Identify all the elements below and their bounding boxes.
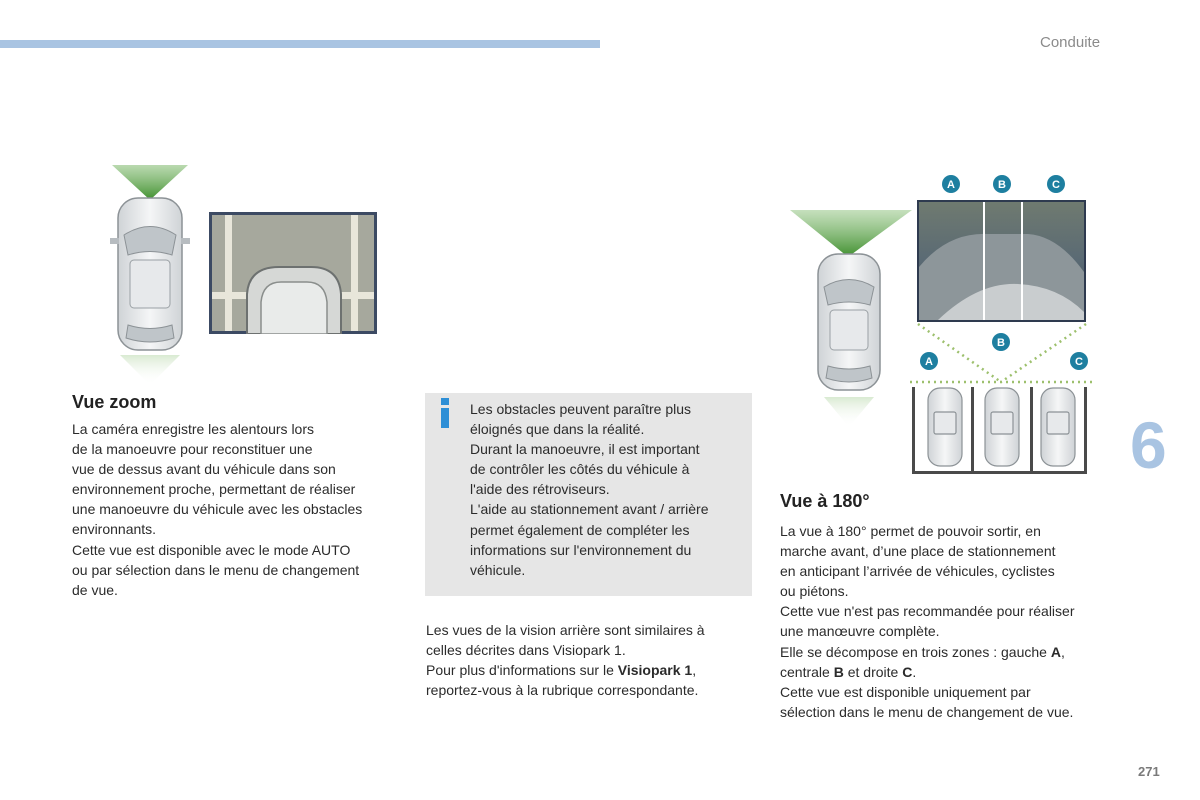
zones-text: . [912, 663, 917, 680]
zoom-line: environnement proche, permettant de réaliser [72, 481, 356, 498]
zoom-paragraph [72, 419, 362, 600]
view180-line: une manœuvre complète. [780, 623, 940, 640]
zones-text: , [1060, 643, 1065, 660]
zones-text: et droite [843, 663, 903, 680]
rear-line: Les vues de la vision arrière sont similaires à [426, 622, 705, 638]
top-accent-bar [0, 40, 600, 48]
zone-a-label: A [1050, 643, 1061, 660]
info-line: véhicule. [470, 561, 526, 578]
info-line: L'aide au stationnement avant / arrière [470, 501, 709, 518]
zoom-line: vue de dessus avant du véhicule dans son [72, 461, 336, 478]
label-a-middle: A [925, 356, 933, 368]
chapter-number: 6 [1130, 408, 1167, 482]
zone-c-label: C [902, 663, 913, 680]
rear-line: reportez-vous à la rubrique correspondante. [426, 682, 699, 699]
view180-heading: Vue à 180° [780, 491, 870, 511]
view180-line: marche avant, d’une place de stationnement [780, 543, 1056, 560]
view180-line: La vue à 180° permet de pouvoir sortir, en [780, 523, 1041, 539]
info-line: l'aide des rétroviseurs. [470, 481, 610, 498]
zoom-line: ou par sélection dans le menu de changement [72, 561, 360, 578]
view180-illustration [788, 172, 1100, 478]
zoom-car-illustration [100, 160, 200, 390]
view180-line: Cette vue est disponible uniquement par [780, 683, 1031, 700]
view180-line [780, 662, 1075, 682]
rear-view-paragraph [426, 620, 705, 700]
view180-line: Cette vue n'est pas recommandée pour réaliser [780, 603, 1075, 620]
section-title: Conduite [1040, 34, 1101, 51]
zoom-line: environnants. [72, 521, 157, 538]
zone-b-label: B [833, 663, 844, 680]
info-line: informations sur l'environnement du [470, 541, 692, 558]
rear-more-text: Pour plus d'informations sur le [426, 662, 618, 679]
info-paragraph [470, 399, 709, 580]
info-icon [437, 398, 453, 428]
view180-line: en anticipant l’arrivée de véhicules, cyclistes [780, 563, 1055, 580]
label-a-top: A [947, 179, 955, 191]
zones-text: centrale [780, 663, 834, 680]
zoom-line: Cette vue est disponible avec le mode AUTO [72, 541, 351, 558]
label-c-top: C [1052, 179, 1060, 191]
zoom-line: de la manoeuvre pour reconstituer une [72, 441, 313, 458]
rear-line: celles décrites dans Visiopark 1. [426, 642, 626, 659]
info-line: Durant la manoeuvre, il est important [470, 441, 700, 458]
info-line: permet également de compléter les [470, 521, 690, 538]
view180-line: sélection dans le menu de changement de vue. [780, 703, 1074, 720]
info-line: éloignés que dans la réalité. [470, 421, 645, 438]
rear-more-punct: , [692, 662, 697, 679]
zones-text: Elle se décompose en trois zones : gauche [780, 643, 1051, 660]
zoom-line: La caméra enregistre les alentours lors [72, 421, 315, 437]
zoom-line: une manoeuvre du véhicule avec les obstacles [72, 501, 363, 518]
label-b-top: B [998, 179, 1006, 191]
view180-paragraph [780, 521, 1075, 722]
zoom-camera-screen [209, 212, 377, 334]
view180-line [780, 642, 1075, 662]
label-b-middle: B [997, 337, 1005, 349]
page-number: 271 [1138, 764, 1160, 779]
view180-line: ou piétons. [780, 583, 849, 600]
info-line: de contrôler les côtés du véhicule à [470, 461, 690, 478]
rear-line [426, 660, 705, 680]
info-line: Les obstacles peuvent paraître plus [470, 401, 692, 417]
visiopark-reference: Visiopark 1 [617, 662, 693, 679]
zoom-line: de vue. [72, 581, 118, 598]
zoom-heading: Vue zoom [72, 392, 157, 412]
label-c-middle: C [1075, 356, 1083, 368]
